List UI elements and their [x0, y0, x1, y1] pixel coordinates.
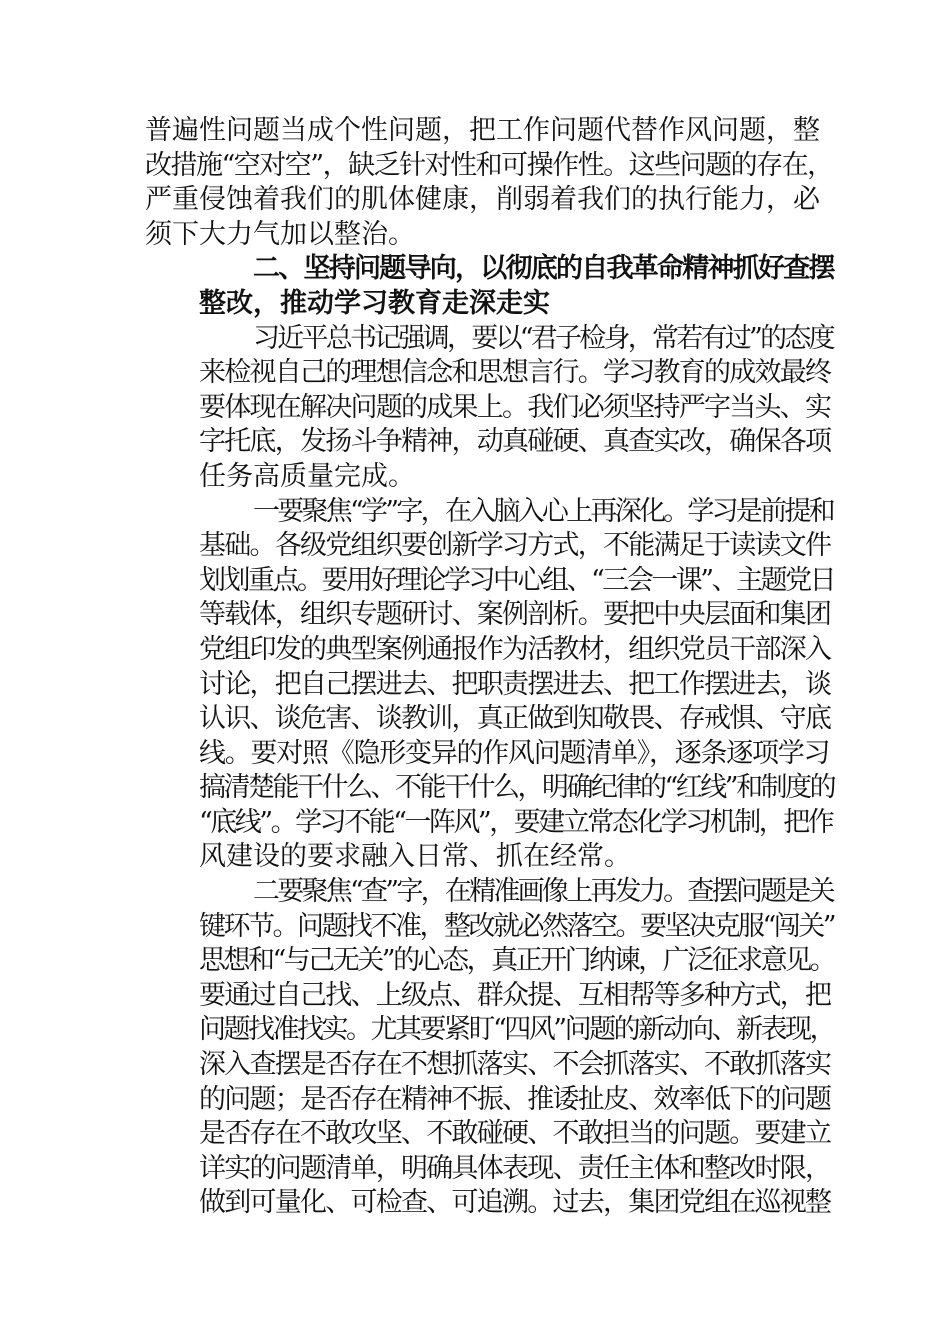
text-line: 深入查摆是否存在不想抓落实、不会抓落实、不敢抓落实: [199, 1049, 831, 1081]
text-line: 划划重点。要用好理论学习中心组、“三会一课”、主题党日: [199, 564, 835, 596]
text-line: 要体现在解决问题的成果上。我们必须坚持严字当头、实: [199, 391, 831, 423]
text-line: 要通过自己找、上级点、群众提、互相帮等多种方式，把: [199, 979, 831, 1011]
section-heading: [145, 252, 835, 321]
text-line: 做到可量化、可检查、可追溯。过去，集团党组在巡视整: [199, 1187, 831, 1219]
text-line: 普遍性问题当成个性问题，把工作问题代替作风问题，整: [145, 115, 820, 146]
text-line: 习近平总书记强调，要以“君子检身，常若有过”的态度: [253, 322, 833, 354]
text-line: 等载体，组织专题研讨、案例剖析。要把中央层面和集团: [199, 599, 831, 631]
text-line: 思想和“与己无关”的心态，真正开门纳谏，广泛征求意见。: [199, 945, 835, 977]
text-line: 详实的问题清单，明确具体表现、责任主体和整改时限，: [199, 1152, 831, 1184]
text-line: 任务高质量完成。: [199, 460, 415, 492]
paragraph-focus-inspection: [145, 875, 835, 1221]
text-line: 是否存在不敢攻坚、不敢碰硬、不敢担当的问题。要建立: [199, 1118, 831, 1150]
text-line: 一要聚焦“学”字，在入脑入心上再深化。学习是前提和: [253, 495, 833, 527]
paragraph-focus-study: [145, 495, 835, 876]
text-line: 二要聚焦“查”字，在精准画像上再发力。查摆问题是关: [253, 876, 833, 908]
heading-line: 二、坚持问题导向，以彻底的自我革命精神抓好查摆: [253, 253, 834, 285]
text-line: 问题找准找实。尤其要紧盯“四风”问题的新动向、新表现，: [199, 1014, 835, 1046]
paragraph-issues-summary: [145, 114, 835, 252]
text-line: 来检视自己的理想信念和思想言行。学习教育的成效最终: [199, 357, 831, 389]
text-line: 键环节。问题找不准，整改就必然落空。要坚决克服“闯关”: [199, 910, 835, 942]
text-line: 严重侵蚀着我们的肌体健康，削弱着我们的执行能力，必: [145, 184, 820, 216]
document-body: [145, 114, 835, 1221]
text-line: 改措施“空对空”，缺乏针对性和可操作性。这些问题的存在，: [145, 149, 833, 181]
text-line: 线。要对照《隐形变异的作风问题清单》，逐条逐项学习: [199, 737, 830, 769]
text-line: 字托底，发扬斗争精神，动真碰硬、真查实改，确保各项: [199, 426, 831, 458]
text-line: “底线”。学习不能“一阵风”，要建立常态化学习机制，把作: [199, 806, 833, 838]
text-line: 基础。各级党组织要创新学习方式，不能满足于读读文件: [199, 530, 831, 562]
text-line: 认识、谈危害、谈教训，真正做到知敬畏、存戒惧、守底: [199, 703, 831, 735]
paragraph-intro: [145, 322, 835, 495]
text-line: 的问题；是否存在精神不振、推诿扯皮、效率低下的问题: [199, 1083, 831, 1115]
text-line: 风建设的要求融入日常、抓在经常。: [199, 841, 631, 873]
heading-line: 整改，推动学习教育走深走实: [199, 287, 550, 319]
text-line: 党组印发的典型案例通报作为活教材，组织党员干部深入: [199, 633, 831, 665]
text-line: 讨论，把自己摆进去、把职责摆进去、把工作摆进去，谈: [199, 668, 831, 700]
text-line: 须下大力气加以整治。: [145, 218, 415, 250]
text-line: 搞清楚能干什么、不能干什么，明确纪律的“红线”和制度的: [199, 772, 835, 804]
